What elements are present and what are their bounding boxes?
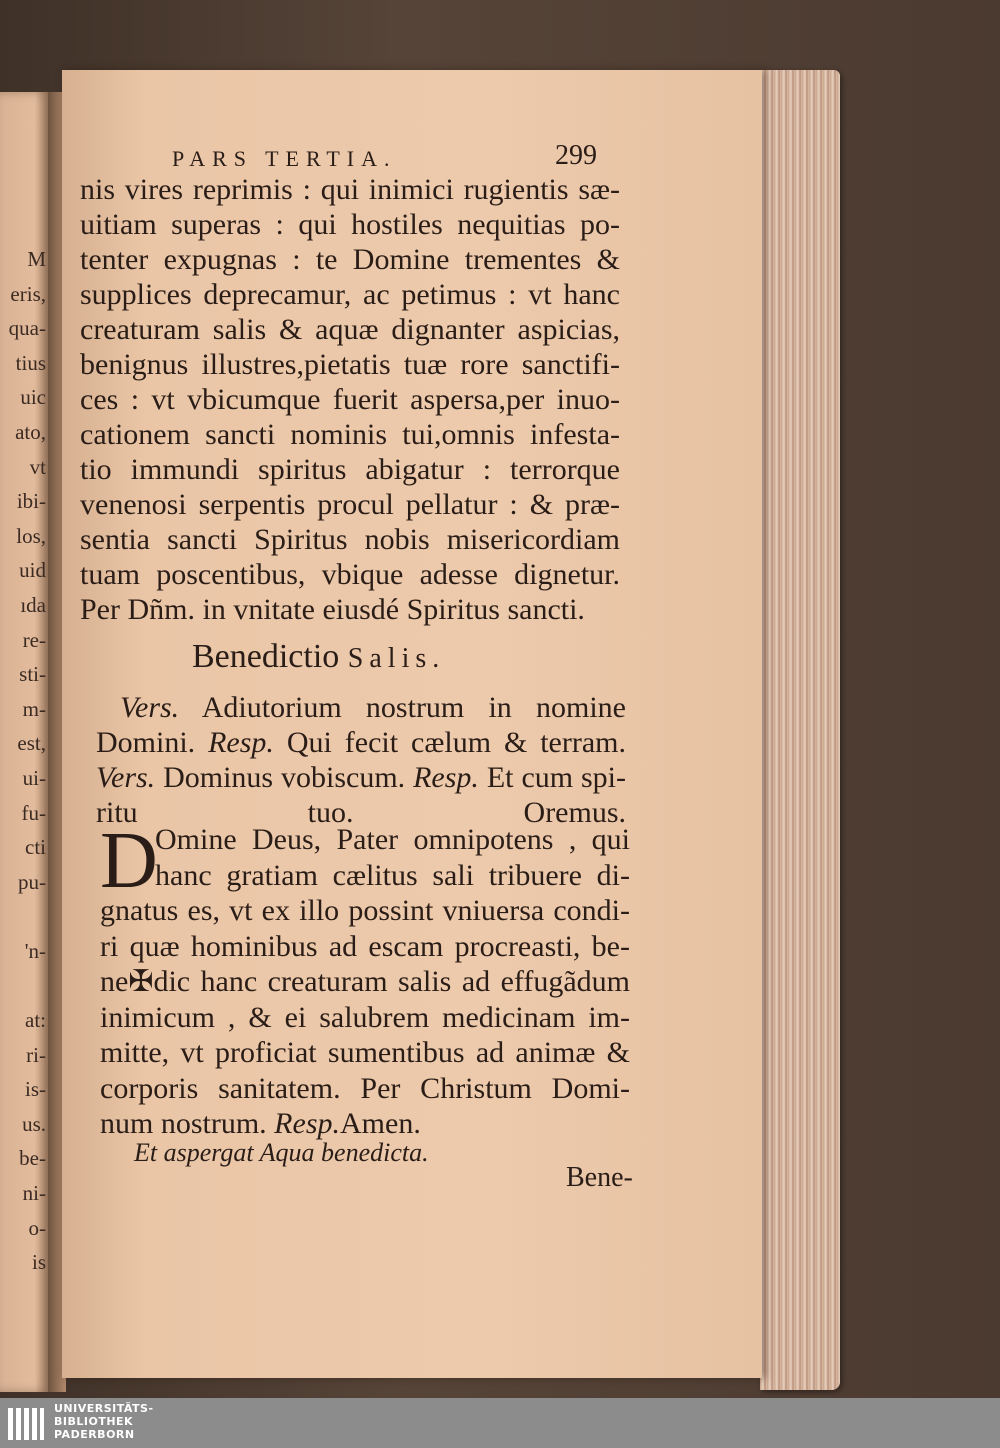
body-text	[80, 172, 620, 627]
prayer-last-line: num nostrum.	[100, 1107, 267, 1140]
body-line: tuam poscentibus, vbique adesse dignetur.	[80, 558, 620, 591]
library-footer	[0, 1398, 1000, 1448]
versicle-text: Dominus vobiscum.	[163, 761, 406, 794]
left-fragment-line	[2, 899, 46, 934]
left-fragment-line: o-	[28, 1215, 46, 1240]
prayer	[100, 817, 630, 1142]
prayer-line: ri quæ hominibus ad escam procreasti, be-	[100, 929, 630, 963]
left-fragment-line: los,	[16, 523, 46, 548]
body-line: tio immundi spiritus abigatur : terrorque	[80, 453, 620, 486]
prayer-line: mitte, vt proficiat sumentibus ad animæ &	[100, 1036, 630, 1069]
body-line: tenter expugnas : te Domine trementes &	[80, 243, 620, 276]
left-fragment-line: fu-	[21, 800, 46, 825]
body-line: benignus illustres,pietatis tuæ rore sanctifi-	[80, 348, 620, 381]
library-logo-text	[54, 1402, 154, 1441]
prayer-line: gnatus es, vt ex illo possint vniuersa condi-	[100, 894, 630, 927]
prayer-line: inimicum , & ei salubrem medicinam im-	[100, 1000, 630, 1034]
body-line: nis vires reprimis : qui inimici rugientis sæ-	[80, 173, 620, 206]
response-text: Qui fecit cælum & terram.	[286, 726, 627, 759]
response-text: Et cum spi-	[486, 761, 627, 794]
logo-line-1: UNIVERSITÄTS-	[54, 1402, 154, 1415]
prayer-line: hanc gratiam cælitus sali tribuere di-	[155, 858, 630, 892]
left-fragment-line: ıda	[20, 592, 46, 617]
left-fragment-line: ibi-	[16, 489, 46, 514]
left-fragment-line: us.	[22, 1111, 46, 1136]
section-heading	[192, 638, 445, 676]
response-continuation: ritu tuo.	[96, 796, 354, 829]
versicle-label: Vers.	[96, 761, 156, 794]
left-fragment-line: be-	[19, 1146, 46, 1171]
left-fragment-line	[2, 968, 46, 1003]
amen: Amen.	[340, 1107, 421, 1140]
page-block-edges	[760, 70, 840, 1390]
left-page-text-fragments	[2, 242, 46, 1280]
library-logo-icon	[6, 1404, 46, 1444]
prayer-line: ne✠dic hanc creaturam salis ad effugãdum	[100, 965, 630, 998]
left-fragment-line: at:	[25, 1008, 46, 1033]
body-line: supplices deprecamur, ac petimus : vt hanc	[80, 278, 620, 311]
versicle-text: Adiutorium nostrum in nomine	[201, 691, 626, 724]
left-page-edge	[0, 92, 50, 1392]
response-label: Resp.	[413, 761, 479, 794]
left-fragment-line: sti-	[19, 662, 46, 687]
left-fragment-line: pu-	[18, 869, 46, 894]
left-fragment-line: vt	[29, 454, 46, 479]
left-fragment-line: 'n-	[24, 938, 46, 963]
prayer-line: Omine Deus, Pater omnipotens , qui	[155, 823, 630, 856]
body-line: uitiam superas : qui hostiles nequitias po-	[80, 208, 620, 241]
body-line: sentia sancti Spiritus nobis misericordiam	[80, 523, 620, 556]
left-fragment-line: cti	[25, 835, 46, 860]
catchword: Bene-	[566, 1162, 633, 1193]
heading-word-1: Benedictio	[192, 638, 340, 675]
body-line: venenosi serpentis procul pellatur : & præ-	[80, 488, 620, 521]
response-label: Resp.	[274, 1107, 340, 1140]
left-fragment-line: uid	[19, 558, 46, 583]
body-line: ces : vt vbicumque fuerit aspersa,per inuo-	[80, 383, 620, 416]
heading-word-2: Salis.	[347, 643, 446, 674]
rubric: Et aspergat Aqua benedicta.	[134, 1138, 429, 1167]
left-fragment-line: ui-	[22, 765, 46, 790]
body-line: cationem sancti nominis tui,omnis infesta-	[80, 418, 620, 451]
prayer-line: corporis sanitatem. Per Christum Domi-	[100, 1071, 630, 1105]
left-fragment-line: ri-	[26, 1042, 46, 1067]
oremus: Oremus.	[523, 796, 627, 829]
left-fragment-line: est,	[17, 731, 46, 756]
left-fragment-line: is-	[25, 1077, 46, 1102]
versicle-label: Vers.	[120, 691, 180, 724]
left-fragment-line: ni-	[22, 1181, 46, 1206]
left-fragment-line: m-	[22, 696, 46, 721]
versicles	[96, 690, 626, 830]
left-fragment-line: uic	[20, 385, 46, 410]
drop-cap: D	[100, 817, 158, 905]
left-fragment-line: is	[31, 1250, 46, 1275]
response-label: Resp.	[208, 726, 274, 759]
left-fragment-line: qua-	[8, 316, 46, 341]
page-number: 299	[555, 140, 597, 171]
left-fragment-line: eris,	[10, 281, 46, 306]
left-fragment-line: M	[27, 247, 46, 271]
left-fragment-line: re-	[22, 627, 46, 652]
left-fragment-line: ato,	[15, 419, 46, 444]
logo-line-2: BIBLIOTHEK	[54, 1415, 134, 1428]
logo-line-3: PADERBORN	[54, 1428, 135, 1441]
body-line: Per Dñm. in vnitate eiusdé Spiritus sancti.	[80, 593, 585, 626]
versicle-continuation: Domini.	[96, 726, 196, 759]
left-fragment-line: tius	[15, 350, 46, 375]
running-title: PARS TERTIA.	[172, 146, 397, 171]
body-line: creaturam salis & aquæ dignanter aspicias,	[80, 313, 620, 346]
